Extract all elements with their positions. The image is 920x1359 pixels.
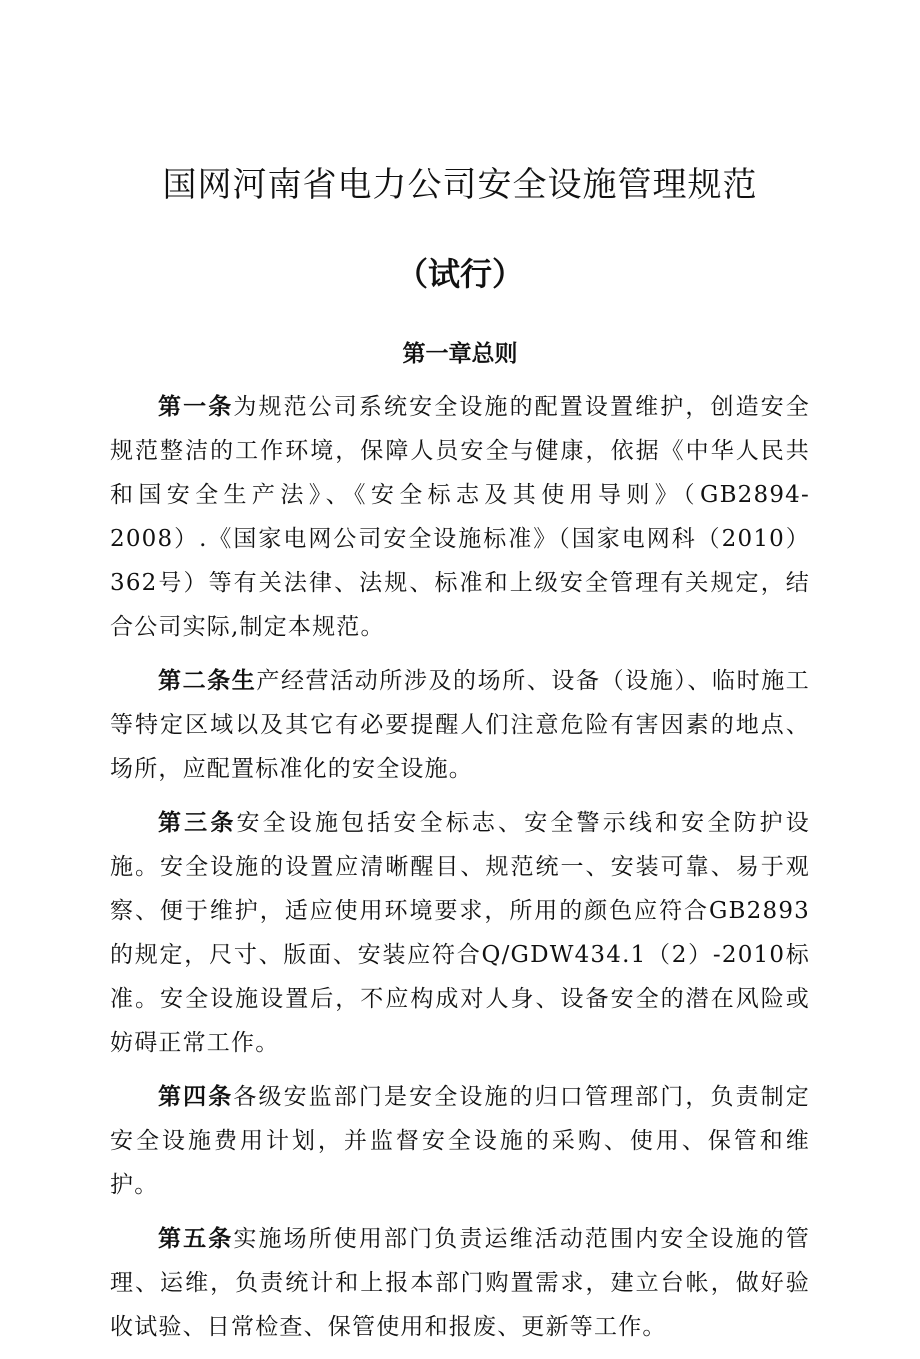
document-body — [110, 385, 810, 1359]
document-title: 国网河南省电力公司安全设施管理规范 — [162, 165, 758, 205]
article-3 — [110, 801, 810, 1065]
document-subtitle: （试行） — [395, 255, 524, 293]
article-5-text: 实施场所使用部门负责运维活动范围内安全设施的管理、运维，负责统计和上报本部门购置需求，建立台帐，做好验收试验、日常检查、保管使用和报废、更新等工作。 — [110, 1226, 810, 1340]
chapter-heading: 第一章总则 — [402, 341, 518, 367]
article-5 — [110, 1217, 810, 1349]
article-2-text: 产经营活动所涉及的场所、设备（设施）、临时施工等特定区域以及其它有必要提醒人们注意危险有害因素的地点、场所，应配置标准化的安全设施。 — [110, 668, 810, 782]
article-3-label: 第三条 — [158, 810, 237, 836]
article-2 — [110, 659, 810, 791]
article-1-label: 第一条 — [158, 394, 234, 420]
article-1 — [110, 385, 810, 649]
article-4-label: 第四条 — [158, 1084, 234, 1110]
article-4-text: 各级安监部门是安全设施的归口管理部门，负责制定安全设施费用计划，并监督安全设施的采购、使用、保管和维护。 — [110, 1084, 810, 1198]
article-3-text: 安全设施包括安全标志、安全警示线和安全防护设施。安全设施的设置应清晰醒目、规范统一、安装可靠、易于观察、便于维护，适应使用环境要求，所用的颜色应符合GB2893的规定，尺寸、版面、安装应符合Q/GDW434.1（2）-2010标准。安全设施设置后，不应构成对人身、设备安全的潜在风险或妨碍正常工作。 — [110, 810, 810, 1056]
article-5-label: 第五条 — [158, 1226, 234, 1252]
article-2-label: 第二条生 — [158, 668, 257, 694]
article-1-text: 为规范公司系统安全设施的配置设置维护，创造安全规范整洁的工作环境，保障人员安全与健康，依据《中华人民共和国安全生产法》、《安全标志及其使用导则》（GB2894-2008）.《国家电网公司安全设施标准》（国家电网科（2010）362号）等有关法律、法规、标准和上级安全管理有关规定，结合公司实际,制定本规范。 — [110, 394, 810, 640]
article-4 — [110, 1075, 810, 1207]
